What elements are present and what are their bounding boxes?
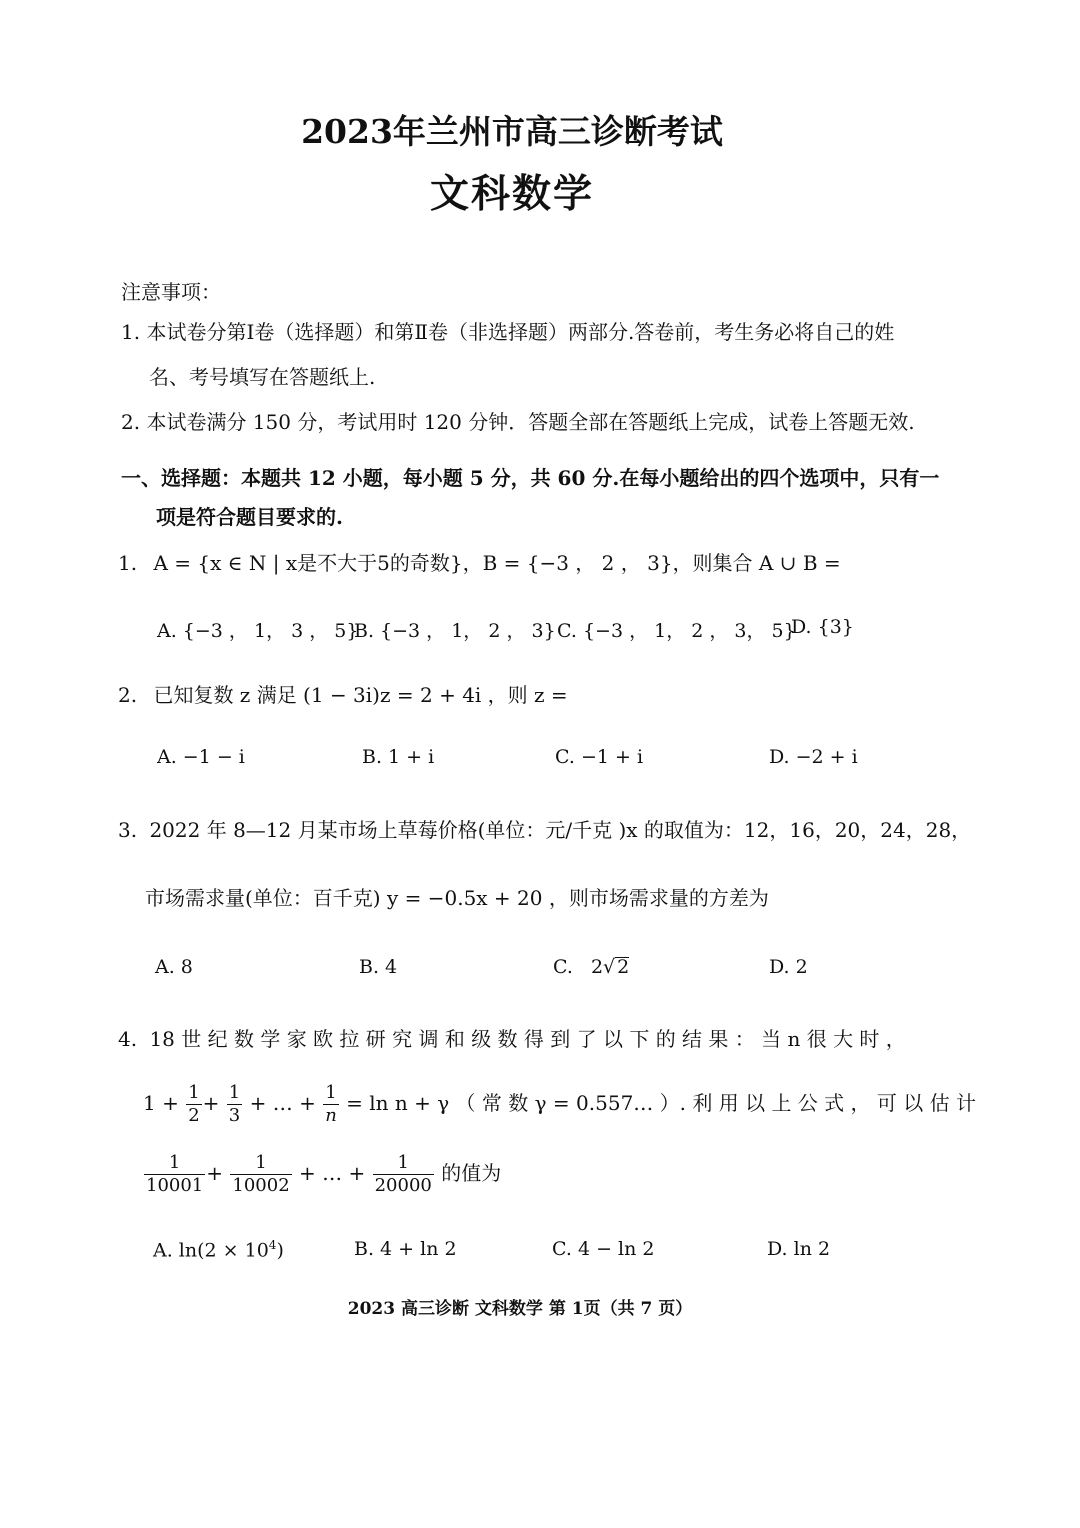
fraction-1-over-10002: $\frac{1}{10002}$ [232,1152,290,1196]
question-stem: 2022 年 8—12 月某市场上草莓价格(单位：元/千克 )x 的取值为：12，16，20，24，28， [149,818,972,842]
sum-tail: 的值为 [441,1161,502,1185]
question-4 [118,1023,906,1052]
q4-option-c: C. 4 − ln 2 [552,1238,655,1260]
q2-option-d: D. −2 + i [769,746,858,768]
q1-option-c: C. {−3 ， 1， 2 ， 3， 5} [557,620,796,642]
q4-option-b: B. 4 + ln 2 [354,1238,457,1260]
question-stem: A = {x ∈ N | x是不大于5的奇数}，B = {−3 ， 2 ， 3}，则集合 A ∪ B = [153,551,841,575]
q2-option-a: A. −1 − i [157,746,245,768]
q4-option-d: D. ln 2 [767,1238,831,1260]
notice-item-text: 本试卷满分 150 分，考试用时 120 分钟．答题全部在答题纸上完成，试卷上答题无效. [146,410,915,434]
formula-ellipsis: + … + [249,1091,316,1115]
notice-item-1 [121,316,894,345]
question-2 [118,679,568,708]
q3-option-a: A. 8 [155,956,193,978]
notice-item-num: 1. [121,320,141,344]
harmonic-formula: 1 + $\frac{1}{2}$ + $\frac{1}{3}$ + … + $\frac{1}{n}$ = ln n + γ （ 常 数 γ = 0.557… ）. 利 用 以 上 公 式 ， 可 以 估 计 [143,1082,976,1126]
question-3 [118,814,971,843]
notice-item-num: 2. [121,410,141,434]
fraction-1-over-10001: $\frac{1}{10001}$ [146,1152,204,1196]
formula-tail: = ln n + γ （ 常 数 γ = 0.557… ）. 利 用 以 上 公 式 ， 可 以 估 计 [346,1091,976,1115]
question-3-cont: 市场需求量(单位：百千克) y = −0.5x + 20 ，则市场需求量的方差为 [145,886,769,910]
question-number: 2. [118,683,138,707]
exponent: 4 [268,1238,277,1252]
q2-option-c: C. −1 + i [555,746,644,768]
fraction-1-over-3: $\frac{1}{3}$ [228,1082,241,1126]
q1-option-a: A. {−3 ， 1， 3 ， 5} [157,620,359,642]
q1-option-d: D. {3} [791,616,854,638]
sqrt-coefficient: 2 [590,956,604,978]
notice-item-2 [121,406,915,435]
section-heading-cont: 项是符合题目要求的. [156,505,343,529]
option-label: C. [553,956,573,978]
question-1 [118,547,841,576]
question-stem: 已知复数 z 满足 (1 − 3i)z = 2 + 4i ，则 z = [153,683,568,707]
q3-option-d: D. 2 [769,956,808,978]
q4-option-a [153,1238,284,1261]
sqrt-radicand: 2 [617,956,630,978]
fraction-1-over-n: $\frac{1}{n}$ [325,1082,337,1126]
question-stem: 18 世 纪 数 学 家 欧 拉 研 究 调 和 级 数 得 到 了 以 下 的 结 果 ： 当 n 很 大 时 ， [149,1027,906,1051]
question-number: 3. [118,818,138,842]
option-text: A. ln(2 × 10 [153,1239,269,1262]
section-heading: 一、选择题：本题共 12 小题，每小题 5 分，共 60 分.在每小题给出的四个选项中，只有一 [121,466,940,490]
fraction-1-over-20000: $\frac{1}{20000}$ [374,1152,432,1196]
close-paren: ) [276,1239,284,1262]
q2-option-b: B. 1 + i [362,746,435,768]
notice-item-text: 本试卷分第Ⅰ卷（选择题）和第Ⅱ卷（非选择题）两部分.答卷前，考生务必将自己的姓 [146,320,895,344]
q3-option-c: C. 2√ 2 [553,956,630,978]
sum-expression: $\frac{1}{10001}$ + $\frac{1}{10002}$ + … + $\frac{1}{20000}$ 的值为 [146,1152,502,1196]
notice-item-1-cont: 名、考号填写在答题纸上. [149,365,376,389]
formula-lead: 1 + [143,1091,179,1115]
question-number: 1. [118,551,138,575]
question-number: 4. [118,1027,138,1051]
page-footer: 2023 高三诊断 文科数学 第 1页（共 7 页） [347,1299,693,1319]
fraction-1-over-2: $\frac{1}{2}$ [188,1082,200,1126]
q1-option-b: B. {−3 ， 1， 2 ， 3} [354,620,556,642]
sum-ellipsis: + … + [299,1161,366,1185]
notice-heading: 注意事项： [121,280,221,304]
q3-option-b: B. 4 [359,956,398,978]
exam-subject: 文科数学 [429,171,594,217]
exam-title: 2023年兰州市高三诊断考试 [301,112,723,151]
